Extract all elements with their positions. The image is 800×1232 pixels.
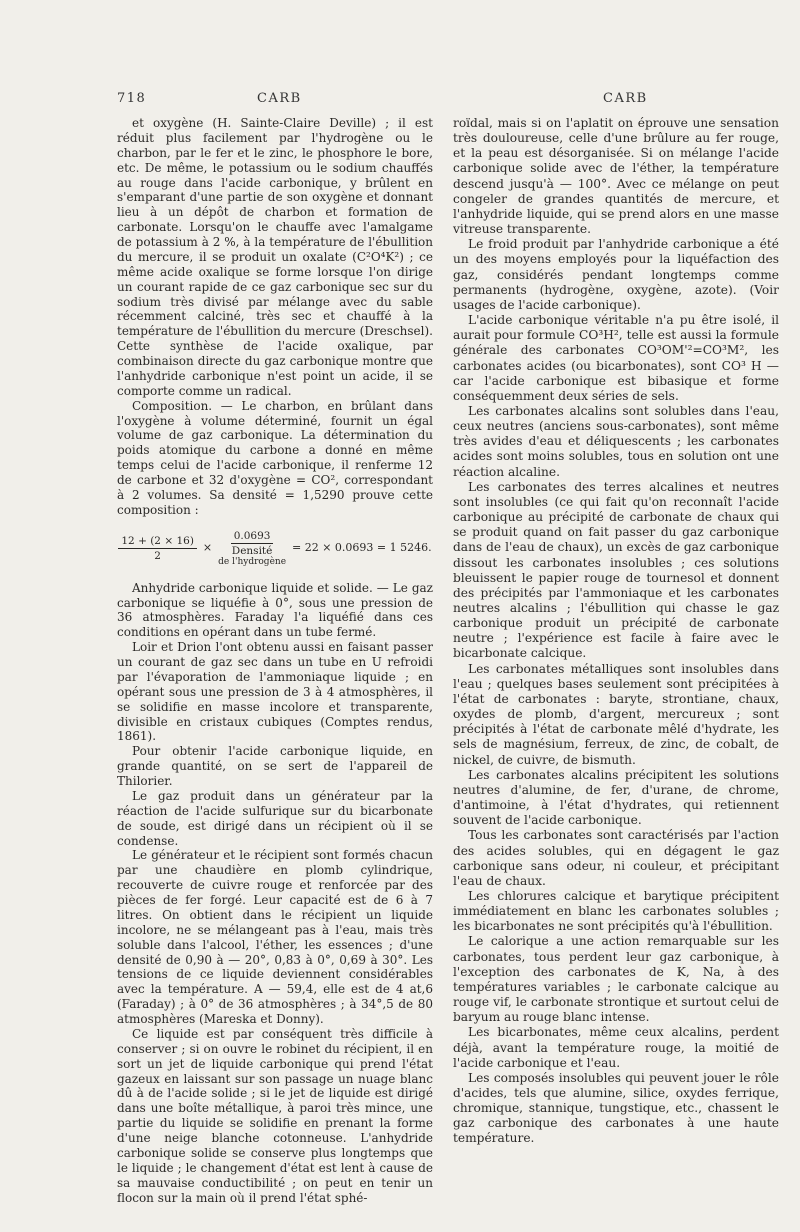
density-formula xyxy=(117,530,433,567)
running-head-left: CARB xyxy=(257,91,302,106)
paragraph-composition: Composition. — Le charbon, en brûlant dans l'oxygène à volume déterminé, fournit un égal volume de gaz carbonique. La détermination du poids atomique du carbone a donné en même temps celui de l'acide carbonique, il renferme 12 de carbone et 32 d'oxygène = CO², correspondant à 2 volumes. Sa densité = 1,5290 prouve cette composition : xyxy=(117,398,433,517)
formula-denominator: 2 xyxy=(154,549,161,562)
paragraph: Les composés insolubles qui peuvent jouer le rôle d'acides, tels que alumine, silice, oxydes ferrique, chromique, stannique, tungstique, etc., chassent le gaz carbonique des carbonates à une haute température. xyxy=(453,1070,779,1146)
left-column xyxy=(117,116,433,1205)
formula-times: × xyxy=(202,540,213,554)
formula-denominator: Densité xyxy=(231,544,273,557)
formula-numerator: 0.0693 xyxy=(231,530,274,544)
paragraph: Tous les carbonates sont caractérisés par l'action des acides solubles, qui en dégagent le gaz carbonique sans odeur, ni couleur, et précipitant l'eau de chaux. xyxy=(453,828,779,888)
formula-result: = 22 × 0.0693 = 1 5246. xyxy=(292,540,432,554)
paragraph: Le générateur et le récipient sont formés chacun par une chaudière en plomb cylindrique, recouverte de cuivre rouge et renforcée par des pièces de fer forgé. Leur capacité est de 6 à 7 litres. On obtient dans le récipient un liquide incolore, ne se mélangeant pas à l'eau, mais très soluble dans l'alcool, l'éther, les essences ; d'une densité de 0,90 à — 20°, 0,83 à 0°, 0,69 à 30°. Les tensions de ce liquide deviennent considérables avec la température. A — 59,4, elle est de 4 at,6 (Faraday) ; à 0° de 36 atmosphères ; à 34°,5 de 80 atmosphères (Mareska et Donny). xyxy=(117,848,433,1026)
paragraph-anhydride: Anhydride carbonique liquide et solide. — Le gaz carbonique se liquéfie à 0°, sous une pression de 36 atmosphères. Faraday l'a liquéfié dans ces conditions en opérant dans un tube fermé. xyxy=(117,580,433,640)
paragraph: Le calorique a une action remarquable sur les carbonates, tous perdent leur gaz carbonique, à l'exception des carbonates de K, Na, à des températures variables ; le carbonate calcique au rouge vif, le carbonate strontique et surtout celui de baryum au rouge blanc intense. xyxy=(453,934,779,1025)
paragraph: Les carbonates métalliques sont insolubles dans l'eau ; quelques bases seulement sont précipitées à l'état de carbonates : baryte, strontiane, chaux, oxydes de plomb, d'argent, mercureux ; sont précipités à l'état de carbonate mêlé d'hydrate, les sels de magnésium, ferreux, de zinc, de cobalt, de nickel, de cuivre, de bismuth. xyxy=(453,661,779,767)
paragraph: et oxygène (H. Sainte-Claire Deville) ; il est réduit plus facilement par l'hydrogène ou le charbon, par le fer et le zinc, le phosphore le bore, etc. De même, le potassium ou le sodium chauffés au rouge dans l'acide carbonique, y brûlent en s'emparant d'une partie de son oxygène et donnant lieu à un dépôt de charbon et formation de carbonate. Lorsqu'on le chauffe avec l'amalgame de potassium à 2 %, à la température de l'ébullition du mercure, il se produit un oxalate (C²O⁴K²) ; ce même acide oxalique se forme lorsque l'on dirige un courant rapide de ce gaz carbonique sec sur du sodium très divisé par mélange avec du sable récemment calciné, très sec et chauffé à la température de l'ébullition du mercure (Dreschsel). Cette synthèse de l'acide oxalique, par combinaison directe du gaz carbonique montre que l'anhydride carbonique n'est point un acide, il se comporte comme un radical. xyxy=(117,116,433,398)
right-column xyxy=(453,116,779,1147)
paragraph: Ce liquide est par conséquent très difficile à conserver ; si on ouvre le robinet du récipient, il en sort un jet de liquide carbonique qui prend l'état gazeux en laissant sur son passage un nuage blanc dû à de l'acide solide ; si le jet de liquide est dirigé dans une boîte métallique, à paroi très mince, une partie du liquide se solidifie en prenant la forme d'une neige blanche cotonneuse. L'anhydride carbonique solide se conserve plus longtemps que le liquide ; le changement d'état est lent à cause de sa mauvaise conductibilité ; on peut en tenir un flocon sur la main où il prend l'état sphé- xyxy=(117,1026,433,1205)
formula-fraction-hydrogen xyxy=(218,530,286,567)
paragraph: Le froid produit par l'anhydride carbonique a été un des moyens employés pour la liquéfaction des gaz, considérés pendant longtemps comme permanents (hydrogène, oxygène, azote). (Voir usages de l'acide carbonique). xyxy=(453,237,779,312)
formula-fraction-mass xyxy=(118,535,197,562)
paragraph: Les carbonates alcalins précipitent les solutions neutres d'alumine, de fer, d'urane, de chrome, d'antimoine, à l'état d'hydrates, qui retiennent souvent de l'acide carbonique. xyxy=(453,767,779,828)
paragraph: Les carbonates alcalins sont solubles dans l'eau, ceux neutres (anciens sous-carbonates), sont même très avides d'eau et déliquescents ; les carbonates acides sont moins solubles, tous en solution ont une réaction alcaline. xyxy=(453,403,779,479)
paragraph: Le gaz produit dans un générateur par la réaction de l'acide sulfurique sur du bicarbonate de soude, est dirigé dans un récipient où il se condense. xyxy=(117,788,433,848)
page-number: 718 xyxy=(117,91,147,106)
paragraph: Les chlorures calcique et barytique précipitent immédiatement en blanc les carbonates solubles ; les bicarbonates ne sont précipités qu'à l'ébullition. xyxy=(453,888,779,934)
paragraph: Les carbonates des terres alcalines et neutres sont insolubles (ce qui fait qu'on reconnaît l'acide carbonique au précipité de carbonate de chaux qui se produit quand on fait passer du gaz carbonique dans de l'eau de chaux), un excès de gaz carbonique dissout les carbonates insolubles ; ces solutions bleuissent le papier rouge de tournesol et donnent des précipités par l'ammoniaque et les carbonates neutres alcalins ; l'ébullition qui chasse le gaz carbonique produit un précipité de carbonate neutre ; l'expérience est facile à faire avec le bicarbonate calcique. xyxy=(453,479,779,661)
paragraph: Pour obtenir l'acide carbonique liquide, en grande quantité, on se sert de l'appareil de Thilorier. xyxy=(117,744,433,788)
formula-numerator: 12 + (2 × 16) xyxy=(118,535,197,549)
paragraph: L'acide carbonique véritable n'a pu être isolé, il aurait pour formule CO³H², telle est aussi la formule générale des carbonates CO³OM'²=CO³M², les carbonates acides (ou bicarbonates), sont CO³ H — car l'acide carbonique est bibasique et forme conséquemment deux séries de sels. xyxy=(453,313,779,403)
formula-denominator-note: de l'hydrogène xyxy=(218,556,287,567)
paragraph: Les bicarbonates, même ceux alcalins, perdent déjà, avant la température rouge, la moitié de l'acide carbonique et l'eau. xyxy=(453,1025,779,1070)
paragraph: roïdal, mais si on l'aplatit on éprouve une sensation très douloureuse, celle d'une brûlure au fer rouge, et la peau est désorganisée. Si on mélange l'acide carbonique solide avec de l'éther, la température descend jusqu'à — 100°. Avec ce mélange on peut congeler de grandes quantités de mercure, et l'anhydride liquide, qui se prend alors en une masse vitreuse transparente. xyxy=(453,116,779,237)
paragraph: Loir et Drion l'ont obtenu aussi en faisant passer un courant de gaz sec dans un tube en U refroidi par l'évaporation de l'ammoniaque liquide ; en opérant sous une pression de 3 à 4 atmosphères, il se solidifie en masse incolore et transparente, divisible en cristaux cubiques (Comptes rendus, 1861). xyxy=(117,640,433,744)
running-head-right: CARB xyxy=(603,91,648,106)
